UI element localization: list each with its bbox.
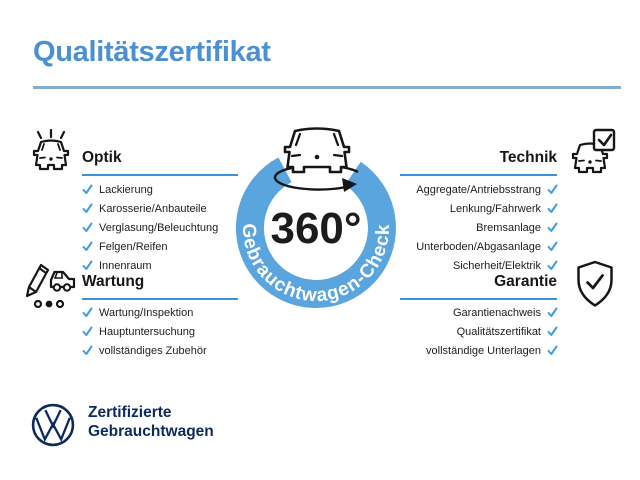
checklist-item <box>82 303 193 322</box>
checklist-item-label: Wartung/Inspektion <box>99 306 194 319</box>
degree-label: 360° <box>270 204 362 253</box>
checklist-item-label: Qualitätszertifikat <box>456 325 541 338</box>
checklist-item-label: Lackierung <box>99 183 153 196</box>
vw-logo <box>30 402 76 448</box>
check-icon <box>82 326 93 337</box>
optik-checklist <box>82 180 302 275</box>
wartung-checklist <box>82 303 302 360</box>
pencil-car-checklist-icon <box>22 258 78 312</box>
check-icon <box>82 307 93 318</box>
checklist-item <box>416 237 558 256</box>
check-icon <box>547 184 558 195</box>
checklist-item-label: vollständige Unterlagen <box>426 344 541 357</box>
checklist-item <box>453 303 558 322</box>
checklist-item-label: Hauptuntersuchung <box>99 325 196 338</box>
car-front-shine-icon <box>25 129 77 179</box>
checklist-item <box>476 218 558 237</box>
checklist-item-label: Verglasung/Beleuchtung <box>99 221 219 234</box>
brand-line2: Gebrauchtwagen <box>88 423 214 440</box>
check-icon <box>547 222 558 233</box>
brand-line1: Zertifizierte <box>88 404 172 421</box>
check-icon <box>82 184 93 195</box>
checklist-item <box>82 341 207 360</box>
checklist-item <box>82 199 207 218</box>
checklist-item-label: Innenraum <box>99 259 152 272</box>
check-icon <box>547 326 558 337</box>
checklist-item <box>416 180 558 199</box>
check-icon <box>82 203 93 214</box>
garantie-checklist <box>388 303 558 360</box>
checklist-item-label: Bremsanlage <box>476 221 541 234</box>
checklist-item <box>82 218 218 237</box>
checklist-item <box>82 322 195 341</box>
checklist-item-label: vollständiges Zubehör <box>99 344 207 357</box>
check-icon <box>547 203 558 214</box>
section-title-technik: Technik <box>400 149 557 176</box>
check-icon <box>547 241 558 252</box>
checklist-item-label: Unterboden/Abgasanlage <box>416 240 541 253</box>
shield-check-icon <box>573 259 617 309</box>
check-icon <box>82 345 93 356</box>
check-icon <box>82 260 93 271</box>
title-divider-line <box>33 86 621 89</box>
page-title: Qualitätszertifikat <box>33 36 271 68</box>
section-title-wartung: Wartung <box>82 273 238 300</box>
checklist-item <box>450 199 558 218</box>
car-checkbox-icon <box>562 128 618 180</box>
checklist-item <box>82 180 153 199</box>
checklist-item-label: Aggregate/Antriebsstrang <box>416 183 541 196</box>
brand-text <box>88 403 214 441</box>
checklist-item <box>457 322 558 341</box>
check-icon <box>82 222 93 233</box>
check-icon <box>82 241 93 252</box>
section-title-optik: Optik <box>82 149 238 176</box>
checklist-item-label: Sicherheit/Elektrik <box>452 259 541 272</box>
checklist-item-label: Lenkung/Fahrwerk <box>449 202 541 215</box>
checklist-item-label: Felgen/Reifen <box>99 240 168 253</box>
check-icon <box>547 260 558 271</box>
section-title-garantie: Garantie <box>400 273 557 300</box>
checklist-item <box>426 341 558 360</box>
check-icon <box>547 307 558 318</box>
ring-curved-label: Gebrauchtwagen-Check <box>237 222 395 307</box>
checklist-item-label: Karosserie/Anbauteile <box>99 202 207 215</box>
check-icon <box>547 345 558 356</box>
checklist-item-label: Garantienachweis <box>452 306 541 319</box>
checklist-item <box>82 237 168 256</box>
technik-checklist <box>388 180 558 275</box>
